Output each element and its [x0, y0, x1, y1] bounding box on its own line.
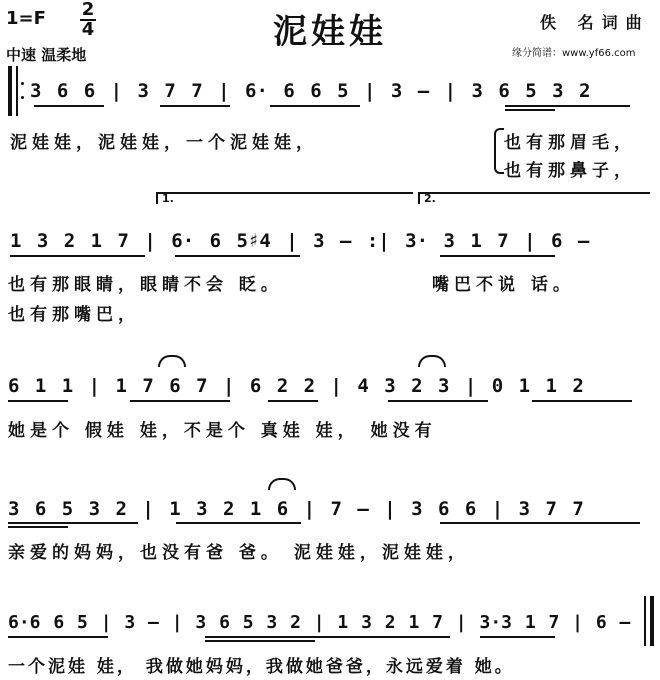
volta-1: 1. [162, 192, 174, 205]
lyrics-row-1-verse2: 也有那鼻子， [504, 161, 636, 181]
website-credit: 缘分简谱：www.yf66.com [512, 48, 636, 59]
notes-row-4: 3 6 5 3 2 | 1 3 2 1 6 | 7 – | 3 6 6 | 3 7 7 [8, 498, 584, 520]
lyrics-row-4: 亲爱的妈妈，也没有爸 爸。 泥娃娃，泥娃娃， [8, 543, 470, 563]
lyrics-row-2: 也有那眼睛，眼睛不会 眨。 [8, 275, 283, 295]
lyrics-row-3: 她是个 假娃 娃，不是个 真娃 娃， 她没有 [8, 421, 437, 441]
credit: 佚 名词曲 [540, 13, 650, 32]
notes-row-3: 6 1 1 | 1 7 6 7 | 6 2 2 | 4 3 2 3 | 0 1 1 2 [8, 375, 584, 397]
tempo-marking: 中速 温柔地 [6, 46, 87, 64]
lyrics-row-5: 一个泥娃 娃， 我做她妈妈，我做她爸爸，永远爱着 她。 [8, 657, 515, 677]
lyrics-row-1: 泥娃娃，泥娃娃，一个泥娃娃， [10, 133, 318, 153]
notes-row-5: 6·6 6 5 | 3 – | 3 6 5 3 2 | 1 3 2 1 7 | 3·3 1 7 | 6 – [8, 612, 631, 633]
volta-2: 2. [424, 192, 436, 205]
key-signature: 1=F [6, 8, 46, 29]
meter-bottom: 4 [81, 19, 95, 40]
notes-row-2: 1 3 2 1 7 | 6· 6 5♯4 | 3 – :| 3· 3 1 7 | 6 – [10, 230, 590, 252]
song-title: 泥娃娃 [273, 12, 387, 52]
lyrics-row-2-verse2: 也有那嘴巴， [8, 305, 140, 325]
notes-row-1: 3 6 6 | 3 7 7 | 6· 6 6 5 | 3 – | 3 6 5 3 2 [30, 80, 591, 102]
lyrics-row-1-verse1: 也有那眉毛， [504, 133, 636, 153]
meter-top: 2 [81, 0, 95, 20]
lyrics-row-2-ending2: 嘴巴不说 话。 [432, 275, 575, 295]
